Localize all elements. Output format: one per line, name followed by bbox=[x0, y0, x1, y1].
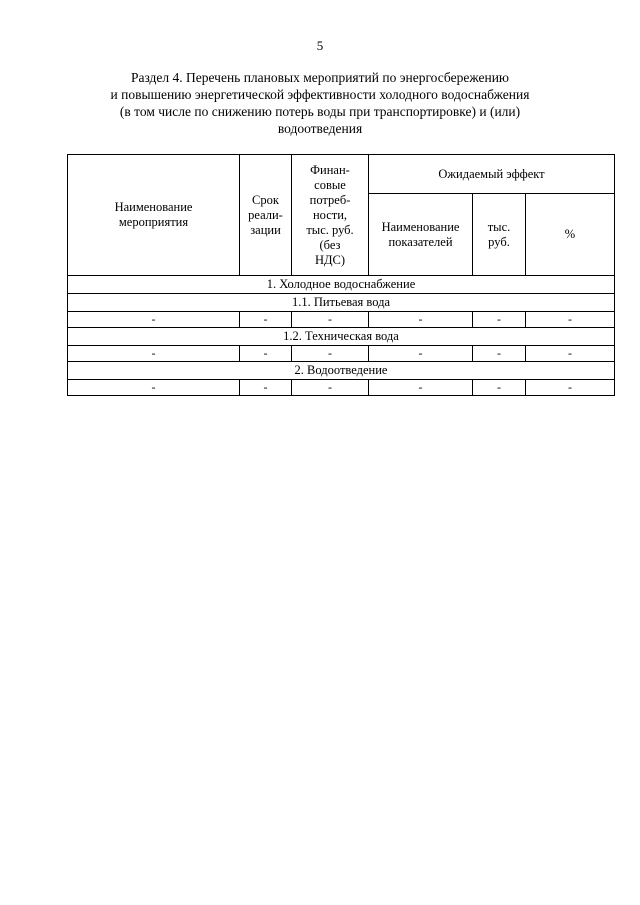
header-percent: % bbox=[526, 194, 615, 276]
section-label: 1.1. Питьевая вода bbox=[68, 294, 615, 312]
cell-finance: - bbox=[292, 312, 369, 328]
cell-indicators: - bbox=[369, 346, 473, 362]
title-line: и повышению энергетической эффективности холодного водоснабжения bbox=[110, 87, 530, 102]
header-measure-name: Наименование мероприятия bbox=[68, 155, 240, 276]
section-row-wastewater bbox=[68, 362, 615, 380]
cell-indicators: - bbox=[369, 312, 473, 328]
cell-measure-name: - bbox=[68, 380, 240, 396]
table-row bbox=[68, 380, 615, 396]
header-thousand-rub: тыс. руб. bbox=[473, 194, 526, 276]
cell-indicators: - bbox=[369, 380, 473, 396]
cell-finance: - bbox=[292, 380, 369, 396]
section-row-technical-water bbox=[68, 328, 615, 346]
cell-term: - bbox=[240, 380, 292, 396]
cell-term: - bbox=[240, 346, 292, 362]
title-line: (в том числе по снижению потерь воды при транспортировке) и (или) bbox=[119, 104, 521, 119]
section-row-drinking-water bbox=[68, 294, 615, 312]
title-line: водоотведения bbox=[277, 121, 363, 136]
section-label: 1. Холодное водоснабжение bbox=[68, 276, 615, 294]
measures-table bbox=[67, 154, 615, 396]
table-row bbox=[68, 312, 615, 328]
page-number: 5 bbox=[316, 38, 324, 53]
title-line: Раздел 4. Перечень плановых мероприятий по энергосбережению bbox=[130, 70, 510, 85]
cell-measure-name: - bbox=[68, 312, 240, 328]
cell-percent: - bbox=[526, 380, 615, 396]
cell-thousand-rub: - bbox=[473, 346, 526, 362]
cell-thousand-rub: - bbox=[473, 312, 526, 328]
cell-finance: - bbox=[292, 346, 369, 362]
cell-thousand-rub: - bbox=[473, 380, 526, 396]
section-label: 2. Водоотведение bbox=[68, 362, 615, 380]
header-expected-effect: Ожидаемый эффект bbox=[369, 155, 615, 194]
cell-term: - bbox=[240, 312, 292, 328]
header-indicator-names: Наименование показателей bbox=[369, 194, 473, 276]
cell-percent: - bbox=[526, 346, 615, 362]
section-title bbox=[90, 69, 550, 137]
header-financial-needs: Финан- совые потреб- ности, тыс. руб. (без НДС) bbox=[292, 155, 369, 276]
section-row-cold-water bbox=[68, 276, 615, 294]
header-implementation-term: Срок реали- зации bbox=[240, 155, 292, 276]
section-label: 1.2. Техническая вода bbox=[68, 328, 615, 346]
table-row bbox=[68, 346, 615, 362]
cell-percent: - bbox=[526, 312, 615, 328]
cell-measure-name: - bbox=[68, 346, 240, 362]
